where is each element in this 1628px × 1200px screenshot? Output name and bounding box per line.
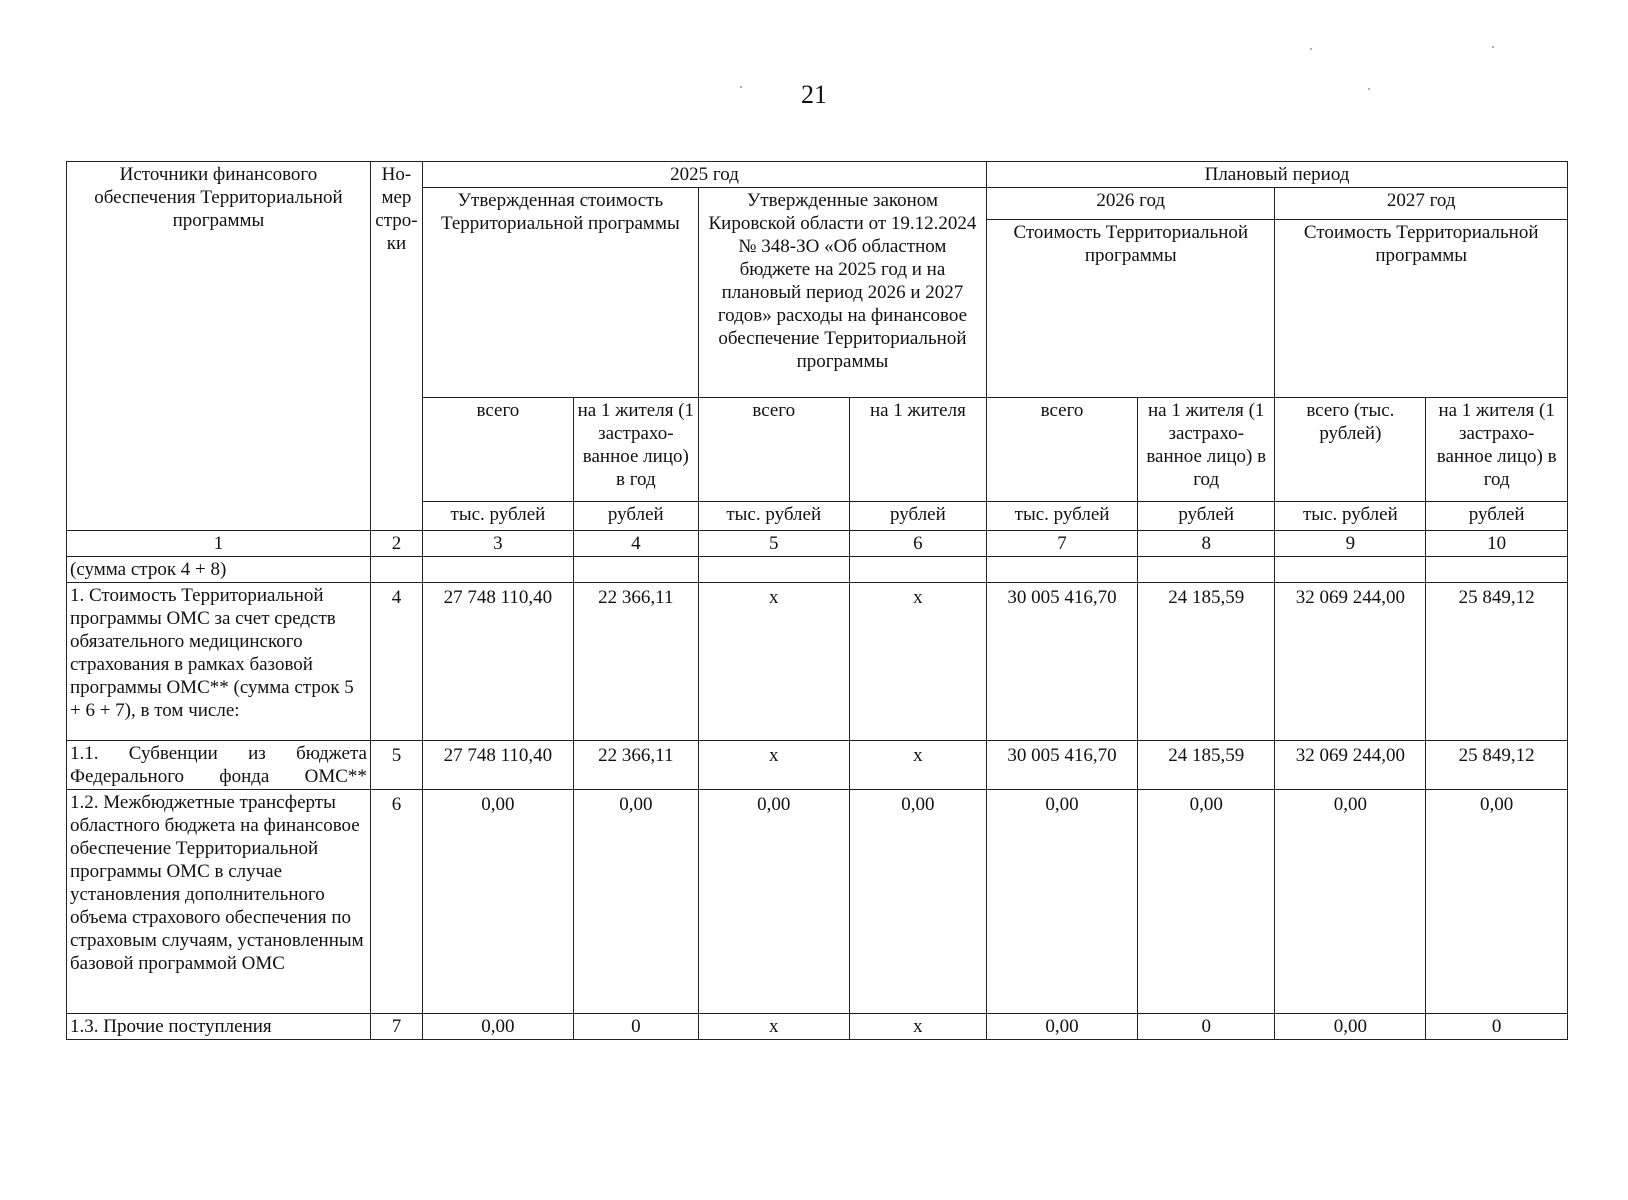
header-col-3: всего	[422, 398, 573, 502]
header-year-2027: 2027 год	[1275, 188, 1568, 220]
unit-col-7: тыс. рублей	[987, 502, 1138, 531]
page-number: 21	[801, 80, 827, 109]
cell-value: 0,00	[1275, 790, 1426, 1014]
row-number	[370, 557, 422, 583]
cell-value: 0	[1426, 1014, 1568, 1040]
unit-col-10: рублей	[1426, 502, 1568, 531]
cell-value: 22 366,11	[573, 583, 698, 741]
header-col-8: на 1 жителя (1 застрахо- ванное лицо) в год	[1138, 398, 1275, 502]
col-number: 7	[987, 531, 1138, 557]
cell-value: 0,00	[987, 1014, 1138, 1040]
cell-value: 27 748 110,40	[422, 741, 573, 790]
header-approved-cost: Утвержденная стоимость Территориальной программы	[422, 188, 698, 398]
cell-value: 24 185,59	[1138, 583, 1275, 741]
cell-value	[849, 557, 986, 583]
cell-value: 30 005 416,70	[987, 741, 1138, 790]
cell-value	[987, 557, 1138, 583]
cell-value: 30 005 416,70	[987, 583, 1138, 741]
column-numbers-row	[67, 531, 1568, 557]
table-row	[67, 583, 1568, 741]
col-number: 8	[1138, 531, 1275, 557]
scan-speck	[1368, 88, 1370, 90]
col-number: 10	[1426, 531, 1568, 557]
cell-value: 24 185,59	[1138, 741, 1275, 790]
col-number: 1	[67, 531, 371, 557]
unit-col-9: тыс. рублей	[1275, 502, 1426, 531]
col-number: 3	[422, 531, 573, 557]
cell-value: х	[698, 1014, 849, 1040]
cell-value: 0,00	[1138, 790, 1275, 1014]
cell-value: х	[698, 583, 849, 741]
cell-value	[1426, 557, 1568, 583]
scan-speck	[1492, 46, 1494, 48]
table-row	[67, 741, 1568, 790]
cell-value: 0,00	[573, 790, 698, 1014]
unit-col-6: рублей	[849, 502, 986, 531]
header-cost-2026: Стоимость Территориальной программы	[987, 220, 1275, 398]
cell-value: 27 748 110,40	[422, 583, 573, 741]
cell-value	[422, 557, 573, 583]
cell-value: 0,00	[1426, 790, 1568, 1014]
cell-value: 25 849,12	[1426, 583, 1568, 741]
col-number: 2	[370, 531, 422, 557]
unit-col-4: рублей	[573, 502, 698, 531]
row-number: 7	[370, 1014, 422, 1040]
table-row	[67, 790, 1568, 1014]
cell-value: х	[849, 1014, 986, 1040]
header-col-10: на 1 жителя (1 застрахо- ванное лицо) в год	[1426, 398, 1568, 502]
scan-speck	[1310, 48, 1312, 50]
cell-value: 32 069 244,00	[1275, 741, 1426, 790]
row-label: 1.1. Субвенции из бюджета Федерального фонда ОМС**	[67, 741, 371, 790]
cell-value: 32 069 244,00	[1275, 583, 1426, 741]
cell-value: 0,00	[1275, 1014, 1426, 1040]
header-col-5: всего	[698, 398, 849, 502]
header-col-7: всего	[987, 398, 1138, 502]
cell-value: 0,00	[698, 790, 849, 1014]
cell-value: х	[849, 741, 986, 790]
row-label: 1.2. Межбюджетные трансферты областного бюджета на финансовое обеспечение Территориальной программы ОМС в случае установления дополнительного объема страхового обеспечения по страховым случаям, установленным базовой программой ОМС	[67, 790, 371, 1014]
cell-value	[1275, 557, 1426, 583]
cell-value: 22 366,11	[573, 741, 698, 790]
cell-value: 0,00	[849, 790, 986, 1014]
cell-value: 0,00	[422, 790, 573, 1014]
col-number: 5	[698, 531, 849, 557]
row-number: 6	[370, 790, 422, 1014]
col-number: 4	[573, 531, 698, 557]
header-source: Источники финансового обеспечения Территориальной программы	[67, 162, 371, 531]
cell-value	[1138, 557, 1275, 583]
unit-col-5: тыс. рублей	[698, 502, 849, 531]
cell-value: х	[698, 741, 849, 790]
unit-col-8: рублей	[1138, 502, 1275, 531]
header-col-9: всего (тыс. рублей)	[1275, 398, 1426, 502]
cell-value: х	[849, 583, 986, 741]
header-year-2026: 2026 год	[987, 188, 1275, 220]
header-row-number: Но- мер стро- ки	[370, 162, 422, 531]
col-number: 9	[1275, 531, 1426, 557]
row-label: (сумма строк 4 + 8)	[67, 557, 371, 583]
table-row	[67, 1014, 1568, 1040]
header-planned-period: Плановый период	[987, 162, 1568, 188]
cell-value: 0	[1138, 1014, 1275, 1040]
cell-value: 0,00	[987, 790, 1138, 1014]
header-approved-law: Утвержденные законом Кировской области от 19.12.2024 № 348-ЗО «Об областном бюджете на 2025 год и на плановый период 2026 и 2027 годов» расходы на финансовое обеспечение Территориальной программы	[698, 188, 986, 398]
row-label: 1. Стоимость Территориальной программы ОМС за счет средств обязательного медицинского страхования в рамках базовой программы ОМС** (сумма строк 5 + 6 + 7), в том числе:	[67, 583, 371, 741]
cell-value: 0,00	[422, 1014, 573, 1040]
cell-value	[573, 557, 698, 583]
header-year-2025: 2025 год	[422, 162, 986, 188]
cell-value	[698, 557, 849, 583]
table-row	[67, 557, 1568, 583]
row-number: 4	[370, 583, 422, 741]
unit-col-3: тыс. рублей	[422, 502, 573, 531]
scan-speck	[740, 86, 742, 88]
header-cost-2027: Стоимость Территориальной программы	[1275, 220, 1568, 398]
header-col-6: на 1 жителя	[849, 398, 986, 502]
cell-value: 25 849,12	[1426, 741, 1568, 790]
col-number: 6	[849, 531, 986, 557]
row-label: 1.3. Прочие поступления	[67, 1014, 371, 1040]
header-col-4: на 1 жителя (1 застрахо- ванное лицо) в год	[573, 398, 698, 502]
financing-table	[66, 161, 1568, 1040]
cell-value: 0	[573, 1014, 698, 1040]
row-number: 5	[370, 741, 422, 790]
